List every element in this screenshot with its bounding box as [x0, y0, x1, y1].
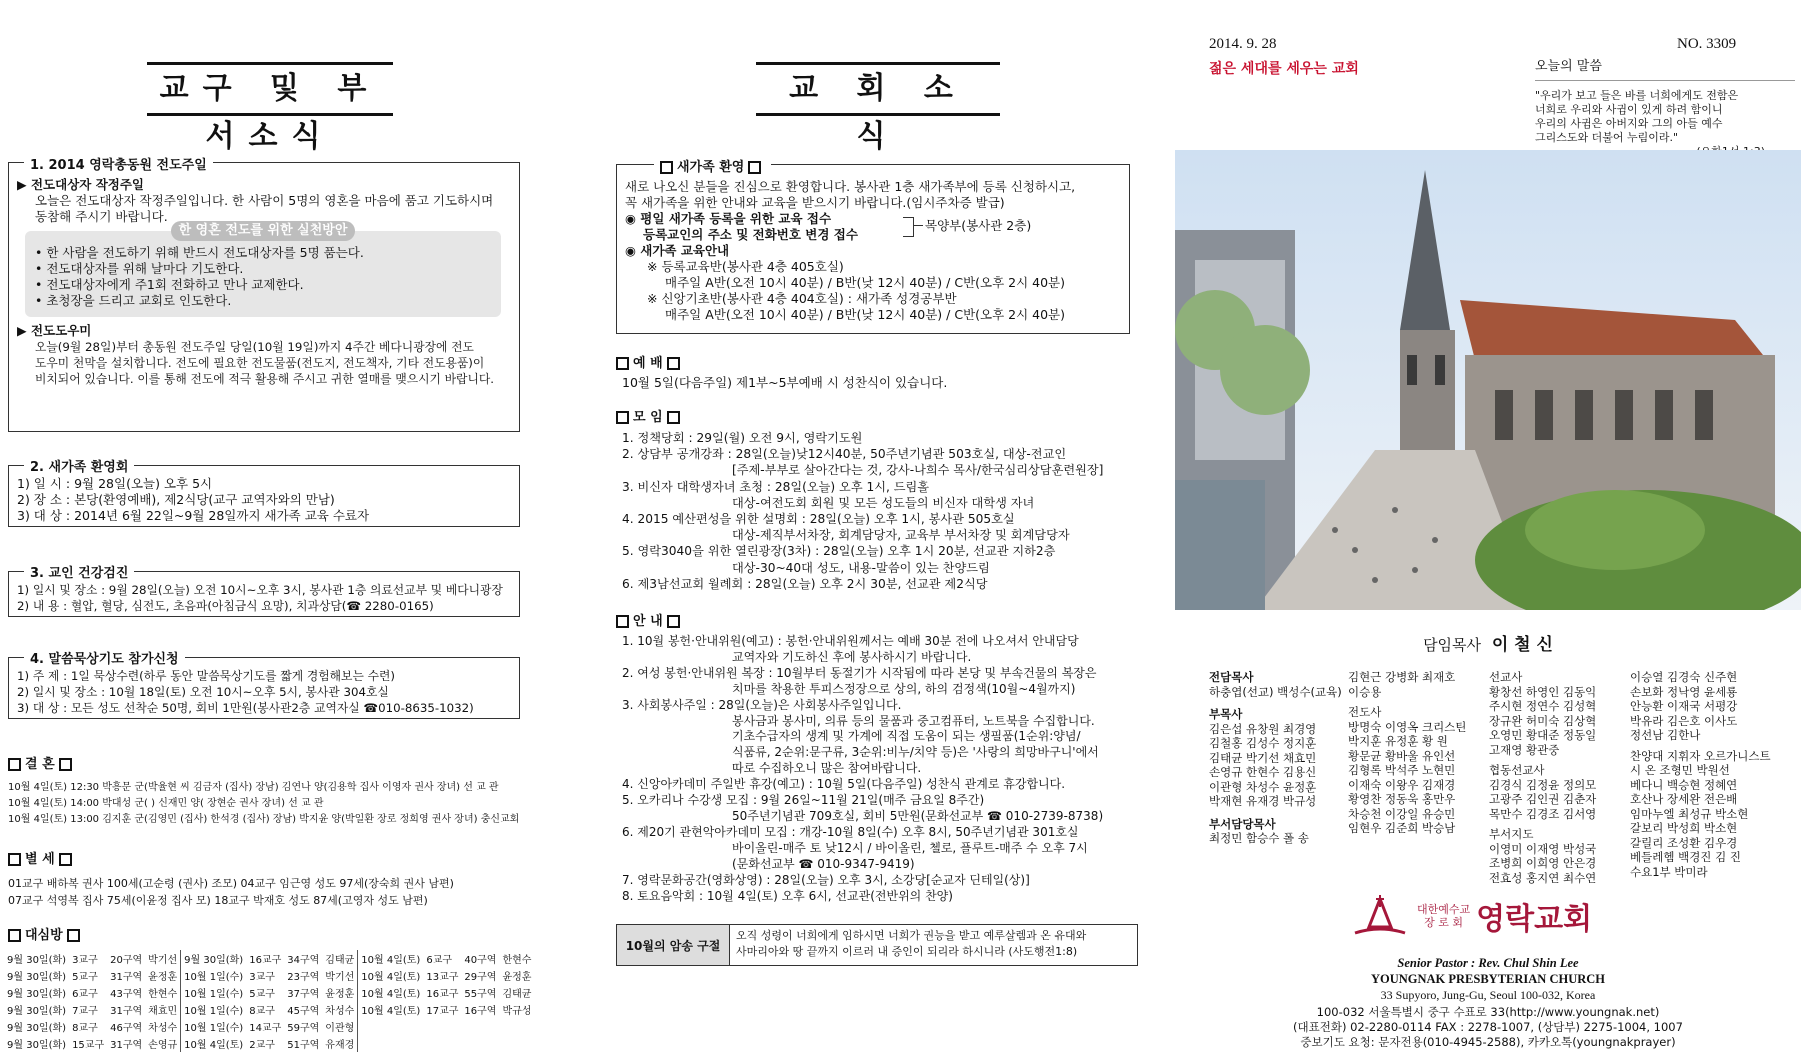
text-line: 동참해 주시기 바랍니다.: [35, 209, 168, 224]
pastor-name: 이 철 신: [1491, 635, 1553, 655]
table-cell: [499, 1035, 534, 1052]
staff-line: 김철홍 김성수 정지훈: [1209, 736, 1317, 750]
box-heading: [654, 156, 771, 175]
staff-line: 목만수 김경조 김서영: [1489, 806, 1597, 821]
heading-text: 결 혼: [25, 757, 55, 772]
church-news-column: [0, 0, 530, 1054]
staff-line: 협동선교사: [1489, 763, 1545, 777]
evangelism-box: [8, 162, 520, 432]
table-cell: 김태균: [325, 955, 355, 966]
staff-line: 베들레헴 백경진 김 진: [1630, 850, 1741, 864]
table-cell: 43구역: [110, 989, 143, 1000]
table-cell: 10월 4일(토): [358, 950, 424, 967]
connector-line: [913, 225, 923, 226]
table-cell: 9월 30일(화): [181, 950, 247, 967]
square-icon: [667, 357, 680, 370]
table-row: [4, 1035, 534, 1052]
table-cell: 손영규: [148, 1040, 178, 1051]
heading-text: 대심방: [25, 928, 63, 943]
text-line: 대한예수교: [1417, 903, 1471, 916]
worship-heading: [616, 352, 684, 371]
heading-text: 예 배: [633, 356, 663, 371]
text-line: 2) 장 소 : 본당(환영예배), 제2식당(교구 교역자와의 만남): [17, 492, 335, 507]
pastor-label: 담임목사: [1423, 636, 1482, 654]
table-cell: 15교구: [72, 1040, 105, 1051]
sub-heading: ▶ 전도도우미: [17, 323, 92, 338]
box-heading: 3. 교인 건강검진: [24, 562, 134, 581]
table-cell: 55구역: [464, 989, 497, 1000]
table-row: [4, 967, 534, 984]
list-item: 07교구 석영복 집사 75세(이윤정 집사 모) 18교구 박재호 성도 87세(고영자 성도 남편): [8, 894, 428, 907]
staff-line: 이재숙 이왕우 김재경: [1348, 777, 1456, 792]
verse-label: 10월의 암송 구절: [617, 925, 730, 965]
list-item: 2. 상담부 공개강좌 : 28일(오늘)낮12시40분, 50주년기념관 503호실, 대상-전교인: [622, 447, 1067, 462]
table-cell: 5교구: [72, 972, 98, 983]
square-icon: [660, 161, 673, 174]
practice-box: [25, 223, 501, 317]
staff-line: 오영민 황대준 정동일: [1489, 728, 1597, 742]
text-line: 오늘은 전도대상자 작정주일입니다. 한 사람이 5명의 영혼을 마음에 품고 기도하시며: [35, 193, 494, 208]
list-item: 10월 4일(토) 14:00 박대성 군( ) 신재민 양( 장현순 권사 장녀) 선 교 관: [8, 798, 324, 809]
staff-line: 베다니 백승현 정혜연: [1630, 777, 1738, 792]
square-icon: [67, 929, 80, 942]
list-item: 대상-제직부서차장, 회계담당자, 교육부 부서차장 및 회계담당자: [732, 528, 1070, 543]
list-item: [주제-부부로 살아간다는 것, 강사-나희수 목사/한국심리상담훈련원장]: [732, 463, 1104, 478]
heading-text: 별 세: [25, 852, 55, 867]
table-cell: 23구역: [287, 972, 320, 983]
staff-line: 시 온 조형민 박원선: [1630, 763, 1730, 777]
list-item: 5. 오카리나 수강생 모집 : 9월 26일~11월 21일(매주 금요일 8주간): [622, 793, 985, 808]
table-cell: 40구역: [464, 955, 497, 966]
bullet-item: • 한 사람을 전도하기 위해 반드시 전도대상자를 5명 품는다.: [35, 245, 364, 260]
table-cell: 7교구: [72, 1006, 98, 1017]
staff-line: 최정민 함승수 폴 송: [1209, 831, 1309, 845]
text-line: 3) 대 상 : 모든 성도 선착순 50명, 회비 1만원(봉사관2층 교역자실 ☎010-8635-1032): [17, 701, 474, 715]
staff-line: 김현근 강병화 최재호: [1348, 670, 1456, 684]
death-heading: [8, 848, 76, 867]
staff-line: 고광주 김인권 김춘자: [1489, 792, 1597, 806]
staff-line: 김형록 박석주 노현민: [1348, 763, 1456, 777]
phone-numbers: (대표전화) 02-2280-0114 FAX : 2278-1007, (상담부) 2275-1004, 1007: [1293, 1020, 1683, 1034]
table-cell: 윤정훈: [325, 989, 355, 1000]
list-item: 바이올린-매주 토 낮12시 / 바이올린, 첼로, 플루트-매주 수 오후 7시: [732, 840, 1088, 855]
slogan: 젊은 세대를 세우는 교회: [1209, 61, 1359, 77]
registration-block: [625, 211, 1121, 243]
bracket: [903, 217, 914, 237]
square-icon: [8, 758, 21, 771]
table-cell: 한현수: [502, 955, 532, 966]
table-cell: 10월 4일(토): [358, 984, 424, 1001]
box-heading: 4. 말씀묵상기도 참가신청: [24, 648, 185, 667]
list-item: 8. 토요음악회 : 10월 4일(토) 오후 6시, 선교관(전반위의 찬양): [622, 888, 953, 903]
verse-text: [730, 925, 1092, 965]
staff-line: 하충엽(선교) 백성수(교육): [1209, 684, 1342, 699]
staff-line: 박유라 김은호 이사도: [1630, 713, 1738, 728]
table-cell: 차성수: [148, 1023, 178, 1034]
heading-text: 안 내: [633, 614, 663, 629]
staff-line: 박지훈 유정훈 황 원: [1348, 734, 1448, 748]
church-logo-icon: [1351, 895, 1409, 937]
staff-line: 갈보리 박성희 박소현: [1630, 821, 1738, 835]
staff-list-1: [1209, 670, 1342, 846]
staff-line: 황문균 황바울 유인선: [1348, 748, 1456, 763]
text-line: 장 로 회: [1424, 916, 1463, 929]
prayer-request: 중보기도 요청: 문자전용(010-4945-2588), 카카오톡(youngnakprayer): [1300, 1035, 1676, 1049]
table-cell: 10월 1일(수): [181, 967, 247, 984]
table-cell: 6교구: [426, 955, 453, 966]
staff-line: 주시현 정연수 김성혁: [1489, 699, 1597, 713]
text-line: 오늘(9월 28일)부터 총동원 전도주일 당일(10월 19일)까지 4주간 베다니광장에 전도: [35, 340, 474, 354]
text-line: 3) 대 상 : 2014년 6월 22일~9월 28일까지 새가족 교육 수료자: [17, 508, 370, 523]
staff-line: 안능환 이재국 서평강: [1630, 699, 1738, 713]
church-notice-column: [608, 0, 1138, 1054]
text-line: 매주일 A반(오전 10시 40분) / B반(낮 12시 40분) / C반(오후 2시 40분): [665, 275, 1066, 290]
table-cell: 이관형: [325, 1023, 355, 1034]
table-cell: [423, 1035, 461, 1052]
staff-line: 선교사: [1489, 670, 1523, 684]
word-heading: 오늘의 말씀: [1535, 59, 1602, 74]
denomination: [1417, 903, 1470, 929]
list-item: 01교구 배하복 권사 100세(고순령 (권사) 조모) 04교구 임근영 성도 97세(장숙희 권사 남편): [8, 877, 454, 890]
staff-line: 호산나 장세완 전은배: [1630, 792, 1738, 806]
table-cell: 10월 4일(토): [358, 1001, 424, 1018]
church-name: 영락교회: [1476, 902, 1593, 937]
list-item: (문화선교부 ☎ 010-9347-9419): [732, 856, 915, 871]
section-title: 교 회 소 식: [756, 62, 1000, 116]
welcome-box: [616, 164, 1130, 334]
table-cell: 17교구: [426, 1006, 459, 1017]
table-cell: 9월 30일(화): [7, 955, 67, 966]
square-icon: [616, 357, 629, 370]
text-line: 등록교인의 주소 및 전화번호 변경 접수: [643, 227, 858, 242]
table-cell: [499, 1018, 534, 1035]
text-line: ◉ 새가족 교육안내: [625, 243, 730, 258]
table-cell: 5교구: [249, 989, 275, 1000]
church-illustration: [1175, 150, 1801, 610]
memory-verse-box: [616, 924, 1138, 966]
wedding-heading: [8, 753, 76, 772]
table-cell: 10월 4일(토): [358, 967, 424, 984]
box-heading: 1. 2014 영락총동원 전도주일: [24, 154, 213, 173]
text-line: 비치되어 있습니다. 이를 통해 전도에 적극 활용해 주시고 귀한 열매를 맺으시기 바랍니다.: [35, 372, 494, 386]
staff-line: 김태균 박기선 채효민: [1209, 750, 1317, 765]
staff-line: 임현우 김준희 박승남: [1348, 821, 1456, 835]
text-line: 사마리아와 땅 끝까지 이르러 내 증인이 되리라 하시니라 (사도행전1:8): [736, 945, 1078, 958]
text-line: 10월 5일(다음주일) 제1부~5부예배 시 성찬식이 있습니다.: [622, 375, 948, 390]
text-line: 1) 일 시 : 9월 28일(오늘) 오후 5시: [17, 476, 213, 491]
table-cell: [358, 1035, 424, 1052]
heading-text: 새가족 환영: [677, 160, 745, 175]
table-cell: 20구역: [110, 955, 143, 966]
list-item: 3. 비신자 대학생자녀 초청 : 28일(오늘) 오후 1시, 드림홀: [622, 479, 930, 494]
church-logo: [1351, 892, 1641, 940]
staff-line: 전효성 홍지연 최수연: [1489, 870, 1597, 885]
staff-line: 손영규 한현수 김용신: [1209, 765, 1317, 779]
table-cell: 채효민: [148, 1006, 178, 1017]
church-name-en: YOUNGNAK PRESBYTERIAN CHURCH: [1370, 972, 1606, 986]
church-photo: [1175, 150, 1801, 610]
list-item: 식품류, 2순위:문구류, 3순위:비누/치약 등)은 '사랑의 희망바구니'에서: [732, 745, 1099, 760]
table-cell: [461, 1035, 499, 1052]
table-cell: 박규성: [502, 1006, 532, 1017]
staff-line: 김은섭 유창원 최경영: [1209, 721, 1317, 736]
table-cell: 9월 30일(화): [7, 1040, 67, 1051]
list-item: 2. 여성 봉헌·안내위원 복장 : 10월부터 동절기가 시작됨에 따라 본당 및 부속건물의 복장은: [622, 665, 1097, 680]
paragraph: [17, 339, 511, 387]
square-icon: [8, 929, 21, 942]
staff-line: 수요1부 박미라: [1630, 864, 1708, 879]
address-en: 33 Supyoro, Jung-Gu, Seoul 100-032, Korea: [1380, 988, 1596, 1002]
staff-line: 차승천 이강일 유승민: [1348, 806, 1456, 821]
table-cell: 34구역: [287, 955, 320, 966]
text-line: 우리의 사귐은 아버지와 그의 아들 예수: [1535, 117, 1723, 130]
table-cell: 46구역: [110, 1023, 143, 1034]
heading-text: 모 임: [633, 410, 663, 425]
table-cell: 16교구: [249, 955, 282, 966]
staff-line: 갈릴리 조성환 김우경: [1630, 835, 1738, 850]
table-cell: 10월 4일(토): [181, 1035, 247, 1052]
table-cell: 13교구: [426, 972, 459, 983]
square-icon: [748, 161, 761, 174]
death-list: [8, 875, 454, 909]
square-icon: [59, 758, 72, 771]
list-item: 교역자와 기도하신 후에 봉사하시기 바랍니다.: [732, 649, 972, 664]
staff-line: 전도사: [1348, 705, 1382, 719]
table-cell: 윤정훈: [148, 972, 178, 983]
table-cell: 8교구: [72, 1023, 98, 1034]
text-line: 너희로 우리와 사귐이 있게 하려 함이니: [1535, 103, 1723, 116]
text-line: 오직 성령이 너희에게 임하시면 너희가 권능을 받고 예루살렘과 온 유대와: [736, 929, 1087, 942]
table-cell: [358, 1018, 424, 1035]
list-item: 50주년기념관 709호실, 회비 5만원(문화선교부 ☎ 010-2739-8738): [732, 808, 1104, 823]
table-cell: 박기선: [148, 955, 178, 966]
text-line: 도우미 천막을 설치합니다. 전도에 필요한 전도물품(전도지, 전도책자, 기타 전도용품)이: [35, 356, 485, 370]
meeting-heading: [616, 406, 684, 425]
text-line: 1) 일시 및 장소 : 9월 28일(오늘) 오전 10시~오후 3시, 봉사관 1층 의료선교부 및 베다니광장: [17, 583, 503, 597]
list-item: 4. 2015 예산편성을 위한 설명회 : 28일(오늘) 오후 1시, 봉사관 505호실: [622, 512, 1015, 527]
square-icon: [667, 411, 680, 424]
staff-line: 찬양대 지휘자 오르가니스트: [1630, 748, 1771, 763]
staff-line: 이승용: [1348, 684, 1382, 699]
text-line: ◉ 평일 새가족 등록을 위한 교육 접수: [625, 211, 832, 226]
list-item: 10월 4일(토) 13:00 김지훈 군(김영민 (집사) 한석경 (집사) 장남) 박지윤 양(박일환 장로 정희영 권사 장녀) 충신교회: [8, 814, 520, 825]
table-cell: 2교구: [249, 1040, 275, 1051]
issue-date: 2014. 9. 28: [1209, 36, 1277, 52]
table-cell: 8교구: [249, 1006, 275, 1017]
table-cell: 29구역: [464, 972, 497, 983]
table-cell: 59구역: [287, 1023, 320, 1034]
square-icon: [616, 411, 629, 424]
staff-list-2: [1348, 670, 1466, 836]
bullet-item: • 초청장을 드리고 교회로 인도한다.: [35, 293, 232, 308]
staff-list-4: [1630, 670, 1771, 879]
table-cell: 윤정훈: [502, 972, 532, 983]
table-cell: 10월 1일(수): [181, 1001, 247, 1018]
staff-line: 박재현 유재경 박규성: [1209, 794, 1317, 808]
list-item: 치마를 착용한 투피스정장으로 상의, 하의 검정색(10월~4월까지): [732, 681, 1076, 696]
table-cell: 14교구: [249, 1023, 282, 1034]
table-cell: 51구역: [287, 1040, 320, 1051]
staff-line: 김경식 김정윤 정의모: [1489, 777, 1597, 792]
table-cell: 박기선: [325, 972, 355, 983]
text-line: ※ 신앙기초반(봉사관 4층 404호실) : 새가족 성경공부반: [647, 291, 957, 306]
table-cell: 차성수: [325, 1006, 355, 1017]
meeting-list: [622, 430, 1103, 592]
text-line: 2) 일시 및 장소 : 10월 18일(토) 오전 10시~오후 5시, 봉사관 304호실: [17, 685, 389, 699]
text-line: 새로 나오신 분들을 진심으로 환영합니다. 봉사관 1층 새가족부에 등록 신청하시고,: [625, 179, 1076, 194]
table-row: [4, 1001, 534, 1018]
staff-list-3: [1489, 670, 1596, 885]
visitation-table: [4, 950, 534, 1052]
text-line: 매주일 A반(오전 10시 40분) / B반(낮 12시 40분) / C반(오후 2시 40분): [665, 307, 1066, 322]
visitation-heading: [8, 924, 84, 943]
bullet-item: • 전도대상자를 위해 날마다 기도한다.: [35, 261, 244, 276]
table-cell: 31구역: [110, 972, 143, 983]
address-kr: 100-032 서울특별시 중구 수표로 33(http://www.youngnak.net): [1316, 1005, 1660, 1019]
list-item: 대상-30~40대 성도, 내용-말씀이 있는 찬양드림: [732, 560, 990, 575]
text-line: ※ 등록교육반(봉사관 4층 405호실): [647, 259, 844, 274]
staff-line: 이영미 이재영 박성국: [1489, 841, 1597, 856]
text-line: 2) 내 용 : 혈압, 혈당, 심전도, 초음파(아침금식 요망), 치과상담(☎ 2280-0165): [17, 599, 434, 613]
table-cell: 김태균: [502, 989, 532, 1000]
staff-heading: 부서담당목사: [1209, 816, 1276, 831]
staff-line: 황창선 하영인 김동익: [1489, 684, 1597, 699]
section-title: 교구 및 부서소식: [147, 62, 393, 116]
practice-pill: 한 영혼 전도를 위한 실천방안: [171, 221, 356, 241]
staff-line: 조병희 이희영 안은경: [1489, 856, 1597, 870]
table-cell: [423, 1018, 461, 1035]
table-cell: 45구역: [287, 1006, 320, 1017]
staff-line: 손보화 정낙영 윤세룡: [1630, 684, 1738, 699]
notice-list: [622, 634, 1103, 904]
box-heading: 2. 새가족 환영회: [24, 456, 134, 475]
divider: [1535, 80, 1795, 81]
staff-heading: 부목사: [1209, 707, 1243, 721]
square-icon: [59, 853, 72, 866]
senior-pastor-line: [1175, 630, 1801, 655]
table-cell: 16교구: [426, 989, 459, 1000]
list-item: 6. 제20기 관현악아카데미 모집 : 개강-10월 8일(수) 오후 8시, 50주년기념관 301호실: [622, 824, 1079, 839]
table-cell: 한현수: [148, 989, 178, 1000]
list-item: 10월 4일(토) 12:30 박흥문 군(박율현 씨 김금자 (집사) 장남) 김연나 양(김용학 집사 이영자 권사 장녀) 선 교 관: [8, 782, 499, 793]
list-item: 기초수급자의 생계 및 가계에 직접 도움이 되는 생필품(1순위:양념/: [732, 729, 1081, 744]
table-row: [4, 1018, 534, 1035]
staff-line: 부서지도: [1489, 827, 1534, 841]
staff-heading: 전담목사: [1209, 670, 1254, 684]
square-icon: [667, 615, 680, 628]
issue-number: NO. 3309: [1677, 36, 1737, 52]
text-line: 1) 주 제 : 1일 묵상수련(하루 동안 말씀묵상기도를 짧게 경험해보는 수련): [17, 669, 395, 683]
staff-line: 이승열 김경숙 신주현: [1630, 670, 1738, 684]
table-row: [4, 984, 534, 1001]
list-item: 4. 신앙아카데미 주일반 휴강(예고) : 10월 5일(다음주일) 성찬식 관계로 휴강합니다.: [622, 777, 1066, 792]
notice-heading: [616, 610, 684, 629]
list-item: 3. 사회봉사주일 : 28일(오늘)은 사회봉사주일입니다.: [622, 697, 902, 712]
text-line: 그리스도와 더불어 누림이라.": [1535, 131, 1679, 144]
table-row: [4, 950, 534, 967]
table-cell: 9월 30일(화): [7, 1006, 67, 1017]
cover-column: [1175, 0, 1801, 1054]
table-cell: 10월 1일(수): [181, 1018, 247, 1035]
text-line: 목양부(봉사관 2층): [925, 218, 1032, 233]
table-cell: 6교구: [72, 989, 98, 1000]
table-cell: 31구역: [110, 1006, 143, 1017]
list-item: 6. 제3남선교회 월례회 : 28일(오늘) 오후 2시 30분, 선교관 제2식당: [622, 576, 988, 591]
list-item: 봉사금과 봉사미, 의류 등의 물품과 중고컴퓨터, 노트북을 수집합니다.: [732, 713, 1095, 728]
text-line: "우리가 보고 들은 바를 너희에게도 전함은: [1535, 89, 1739, 102]
table-cell: [461, 1018, 499, 1035]
staff-line: 임마누엘 최성규 박소현: [1630, 806, 1749, 821]
staff-line: 방명숙 이영옥 크리스틴: [1348, 719, 1467, 734]
text-line: 꼭 새가족을 위한 안내와 교육을 받으시기 바랍니다.(임시주차증 발급): [625, 195, 1005, 210]
table-cell: 3교구: [72, 955, 98, 966]
square-icon: [616, 615, 629, 628]
list-item: 따로 수집하오니 많은 참여바랍니다.: [732, 761, 922, 776]
table-cell: 9월 30일(화): [7, 1023, 67, 1034]
senior-pastor-en: Senior Pastor : Rev. Chul Shin Lee: [1397, 956, 1579, 970]
sub-heading: ▶ 전도대상자 작정주일: [17, 177, 144, 192]
wedding-list: [8, 780, 519, 828]
staff-line: 고재영 황관중: [1489, 742, 1560, 757]
staff-line: 장규완 허미숙 김상혁: [1489, 713, 1597, 728]
table-cell: 37구역: [287, 989, 320, 1000]
table-cell: 31구역: [110, 1040, 143, 1051]
table-cell: 유재경: [325, 1040, 355, 1051]
table-cell: 10월 1일(수): [181, 984, 247, 1001]
bullet-item: • 전도대상자에게 주1회 전화하고 만나 교제한다.: [35, 277, 304, 292]
list-item: 1. 정책당회 : 29일(월) 오전 9시, 영락기도원: [622, 431, 863, 445]
list-item: 대상-여전도회 회원 및 모든 성도들의 비신자 대학생 자녀: [732, 495, 1035, 510]
table-cell: 16구역: [464, 1006, 497, 1017]
list-item: 7. 영락문화공간(영화상영) : 28일(오늘) 오후 3시, 소강당[순교자 딘테일(상)]: [622, 872, 1030, 887]
list-item: 1. 10월 봉헌·안내위원(예고) : 봉헌·안내위원께서는 예배 30분 전에 나오셔서 안내담당: [622, 634, 1079, 648]
square-icon: [8, 853, 21, 866]
list-item: 5. 영락3040을 위한 열린광장(3차) : 28일(오늘) 오후 1시 20분, 선교관 지하2층: [622, 544, 1056, 559]
staff-line: 정선남 김한나: [1630, 728, 1701, 742]
table-cell: 3교구: [249, 972, 275, 983]
staff-line: 이관형 차성수 윤정훈: [1209, 779, 1317, 794]
staff-line: 황영찬 정동욱 홍만우: [1348, 792, 1456, 806]
table-cell: 9월 30일(화): [7, 972, 67, 983]
table-cell: 9월 30일(화): [7, 989, 67, 1000]
